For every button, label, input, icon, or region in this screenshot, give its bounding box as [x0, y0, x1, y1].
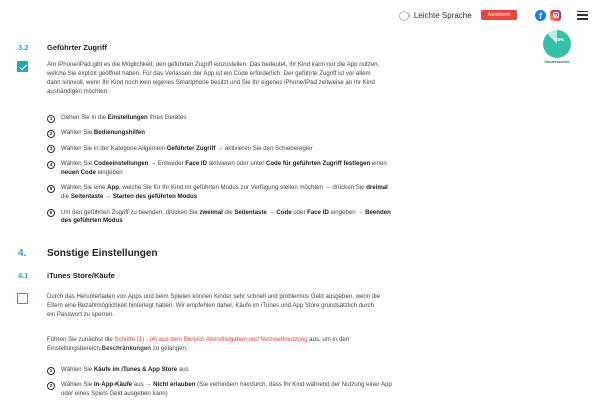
step-text-part: →: [103, 193, 113, 201]
step-text: [61, 114, 186, 123]
step-item: [47, 145, 392, 154]
step-text-bold: Geführter Zugriff: [166, 144, 216, 152]
step-text-bold: neuen Code: [61, 168, 96, 176]
step-text-bold: Face ID: [185, 160, 207, 168]
step-text-part: aus: [177, 366, 189, 373]
step-item: [47, 114, 392, 123]
facebook-icon[interactable]: f: [535, 10, 546, 21]
step-text-part: Wählen Sie: [61, 129, 94, 137]
step-text: [61, 366, 189, 375]
step-text-part: Wählen Sie: [61, 366, 94, 373]
step-text-bold: Code für geführten Zugriff festlegen: [265, 160, 371, 168]
step-item: [47, 184, 392, 202]
step-text: [61, 160, 392, 178]
step-text-bold: Starten des geführten Modus: [112, 193, 198, 201]
step-number: 2: [47, 382, 55, 390]
step-text-bold: Seitentaste: [70, 193, 104, 201]
step-text-bold: Beenden des geführten Modus: [61, 208, 391, 225]
followup-text: Führen Sie zunächst die: [47, 336, 115, 343]
followup-text: aus, um in den Einstellungsbereich: [47, 336, 350, 352]
easy-language-label[interactable]: Leichte Sprache: [413, 10, 472, 20]
step-number: 4: [47, 161, 55, 169]
step-text-bold: Face ID: [307, 208, 329, 216]
section-done-checkbox[interactable]: [17, 61, 28, 72]
step-text: [61, 129, 145, 138]
steps-link[interactable]: Schritte (1) - (4) aus dem Bereich Altersfreigaben und Netzwerknutzung: [114, 336, 308, 343]
step-text-part: Gehen Sie in die: [61, 114, 108, 121]
step-text-bold: Käufe im iTunes & App Store: [93, 366, 178, 373]
step-text-part: Wählen Sie eine: [61, 184, 108, 192]
step-text-bold: dreimal: [366, 184, 388, 192]
step-text-part: Wählen Sie: [61, 381, 94, 389]
step-text-part: Wählen Sie in der Kategorie Allgemein: [61, 144, 167, 152]
step-number: 6: [47, 209, 55, 217]
step-list: [47, 114, 392, 233]
step-text-bold: Codeeinstellungen: [93, 160, 149, 168]
section-followup: [47, 335, 381, 353]
step-text-part: Um den geführten Zugriff zu beenden, drücken Sie: [61, 208, 200, 216]
step-text-part: aktivieren oder unter: [206, 160, 266, 168]
easy-language-toggle[interactable]: [399, 12, 411, 19]
step-item: [47, 366, 392, 375]
step-number: 5: [47, 185, 55, 193]
step-text-part: oder: [291, 208, 308, 216]
assistant-button[interactable]: Assistent: [481, 10, 517, 20]
followup-text: zu gelangen.: [151, 345, 188, 352]
progress-badge: [543, 30, 571, 64]
step-text-bold: Einstellungen: [107, 114, 148, 121]
step-text-part: (Sie verhindern hierdurch, dass Ihr Kind während der Nutzung einer App oder eines Spiels Geld ausgeben kann): [61, 381, 392, 398]
step-text-bold: Bedienungshilfen: [93, 129, 145, 137]
step-number: 1: [47, 115, 55, 123]
progress-pie: [543, 30, 571, 58]
step-text-part: , welche Sie für Ihr Kind im geführten Modus zur Verfügung stellen möchten → drücken Sie: [118, 184, 367, 192]
step-list: [47, 366, 392, 400]
step-text-part: eingeben →: [328, 208, 366, 216]
step-text: [61, 381, 392, 399]
step-text-bold: Nicht erlauben: [153, 381, 196, 389]
chapter-number: 4.: [18, 248, 27, 259]
instagram-icon[interactable]: [550, 10, 561, 21]
step-text-part: → Entweder: [148, 160, 186, 168]
step-text-part: → aktivieren Sie den Schieberegler: [215, 144, 313, 152]
progress-percent: 88%: [555, 37, 565, 42]
step-text-part: eingeben: [95, 168, 123, 176]
step-text: [61, 209, 392, 227]
top-bar: [399, 7, 588, 23]
section-title: iTunes Store/Käufe: [47, 271, 115, 280]
section-intro: Am iPhone/iPad gibt es die Möglichkeit, den geführten Zugriff einzustellen. Das bedeutet, Ihr Kind kann nur die App nutzen, welche Sie explizit geöffnet haben. Für das Verlassen der App ist ein Code erforderlich. Der geführte Zugriff ist vor allem dann sinnvoll, wenn Ihr Kind noch kein eigenes Smartphone besitzt und Sie Ihr eigenes iPhone/iPad zeitweise an Ihr Kind aushändigen möchten.: [47, 61, 380, 95]
step-text-part: Wählen Sie: [61, 160, 94, 168]
section-intro: Durch das Herunterladen von Apps und beim Spielen können Kinder sehr schnell und problemlos Geld ausgeben, wenn die Eltern eine Bezahlmöglichkeit hinterlegt haben. Wir empfehlen daher, Käufe im iTunes und App Store grundsätzlich durch ein Passwort zu sperren.: [47, 293, 380, 318]
step-text-part: aus →: [132, 381, 154, 389]
step-item: [47, 381, 392, 399]
step-text-part: die: [61, 193, 71, 201]
progress-label: kinderaecher: [544, 59, 570, 64]
step-number: 3: [47, 145, 55, 153]
step-text-part: einen: [370, 160, 387, 168]
step-item: [47, 129, 392, 138]
step-text-bold: In-App-Käufe: [93, 381, 133, 389]
section-done-checkbox[interactable]: [17, 293, 28, 304]
section-number: 4.1: [18, 271, 29, 280]
step-item: [47, 209, 392, 227]
step-text-bold: App: [107, 184, 119, 192]
step-text-part: →: [266, 208, 277, 216]
step-number: 1: [47, 367, 55, 375]
step-item: [47, 160, 392, 178]
step-text-bold: Code: [276, 208, 292, 216]
step-number: 2: [47, 130, 55, 138]
followup-bold: Beschränkungen: [101, 345, 151, 352]
step-text-part: die: [222, 208, 235, 216]
menu-icon[interactable]: [577, 11, 588, 20]
step-text-part: Ihres Gerätes: [147, 114, 187, 121]
section-number: 3.2: [18, 43, 29, 52]
step-text: [61, 184, 392, 202]
step-text: [61, 145, 313, 154]
step-text-bold: Seitentaste: [234, 208, 267, 216]
step-text-bold: zweimal: [199, 208, 223, 216]
chapter-title: Sonstige Einstellungen: [47, 248, 158, 259]
section-title: Geführter Zugriff: [47, 43, 107, 52]
